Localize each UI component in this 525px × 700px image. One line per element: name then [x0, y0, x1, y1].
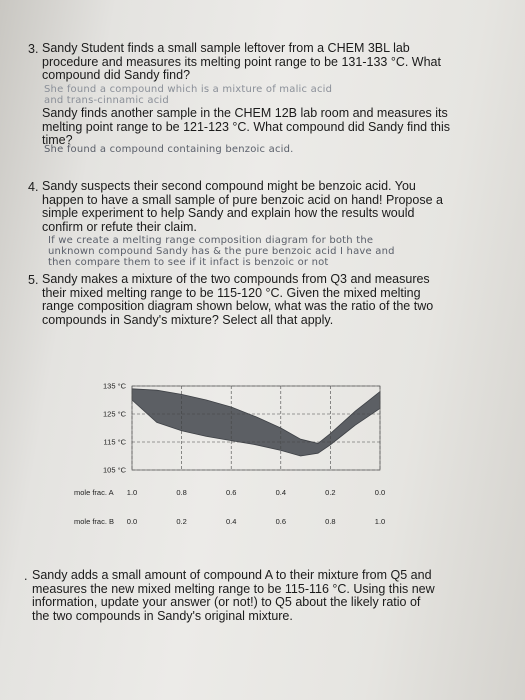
- question-6-number: .: [24, 569, 28, 583]
- x-tick-label-a: 0.4: [275, 488, 287, 497]
- x-axis-label-b: mole frac. B: [74, 517, 115, 526]
- x-tick-label-b: 0.6: [275, 517, 287, 526]
- text-line: Sandy suspects their second compound might be benzoic acid. You: [42, 179, 416, 193]
- text-line: time?: [42, 133, 73, 148]
- question-5-number: 5.: [28, 273, 39, 287]
- text-line: compounds in Sandy's mixture? Select all that apply.: [42, 312, 334, 327]
- x-tick-label-a: 0.6: [225, 488, 237, 497]
- question-3-part-2-text: [42, 107, 450, 148]
- text-line: procedure and measures its melting point range to be 131-133 °C. What: [42, 54, 441, 69]
- x-tick-label-b: 0.4: [225, 517, 237, 526]
- handwritten-answer-3b: She found a compound containing benzoic acid.: [44, 144, 294, 155]
- x-tick-label-a: 0.8: [176, 488, 187, 497]
- text-line: Sandy makes a mixture of the two compounds from Q3 and measures: [42, 272, 430, 286]
- x-tick-label-b: 0.8: [325, 517, 336, 526]
- y-tick-label: 125 °C: [102, 409, 126, 419]
- handwritten-line: If we create a melting range composition diagram for both the: [48, 235, 374, 246]
- x-tick-label-a: 0.2: [325, 488, 336, 497]
- text-line: the two compounds in Sandy's original mixture.: [32, 608, 293, 623]
- question-4-number: 4.: [28, 180, 39, 194]
- text-line: happen to have a small sample of pure benzoic acid on hand! Propose a: [42, 192, 443, 207]
- text-line: Sandy adds a small amount of compound A to their mixture from Q5 and: [32, 568, 432, 582]
- text-line: melting point range to be 121-123 °C. What compound did Sandy find this: [42, 119, 451, 134]
- question-5-text: [42, 273, 433, 327]
- melting-range-composition-diagram: [70, 378, 400, 528]
- handwritten-line: unknown compound Sandy has & the pure benzoic acid I have and: [48, 246, 395, 257]
- text-line: measures the new mixed melting range to be 115-116 °C. Using this new: [32, 581, 435, 596]
- x-tick-label-b: 0.2: [176, 517, 187, 526]
- handwritten-line: then compare them to see if it infact is benzoic or not: [48, 257, 329, 268]
- text-line: confirm or refute their claim.: [42, 219, 197, 234]
- x-tick-label-b: 0.0: [126, 517, 138, 526]
- y-tick-label: 115 °C: [103, 437, 126, 447]
- handwritten-line: and trans-cinnamic acid: [44, 95, 169, 106]
- handwritten-answer-4: [48, 235, 395, 268]
- x-tick-label-a: 1.0: [126, 488, 138, 497]
- text-line: compound did Sandy find?: [42, 68, 191, 83]
- question-3-text: [42, 42, 441, 83]
- melting-range-region: [132, 389, 380, 456]
- text-line: Sandy finds another sample in the CHEM 12B lab room and measures its: [42, 106, 448, 120]
- handwritten-line: She found a compound which is a mixture of malic acid: [44, 84, 333, 95]
- text-line: information, update your answer (or not!) to Q5 about the likely ratio of: [32, 595, 421, 610]
- x-tick-label-b: 1.0: [374, 517, 386, 526]
- question-6-text: [32, 569, 435, 623]
- y-tick-label: 105 °C: [102, 465, 126, 475]
- handwritten-answer-3a: [44, 84, 332, 106]
- x-tick-label-a: 0.0: [374, 488, 386, 497]
- x-axis-label-a: mole frac. A: [74, 488, 114, 497]
- text-line: range composition diagram shown below, what was the ratio of the two: [42, 299, 434, 314]
- question-3-number: 3.: [28, 42, 39, 56]
- text-line: Sandy Student finds a small sample leftover from a CHEM 3BL lab: [42, 41, 410, 55]
- question-4-text: [42, 180, 443, 234]
- text-line: simple experiment to help Sandy and explain how the results would: [42, 206, 415, 221]
- y-tick-label: 135 °C: [102, 381, 126, 391]
- text-line: their mixed melting range to be 115-120 °C. Given the mixed melting: [42, 285, 421, 300]
